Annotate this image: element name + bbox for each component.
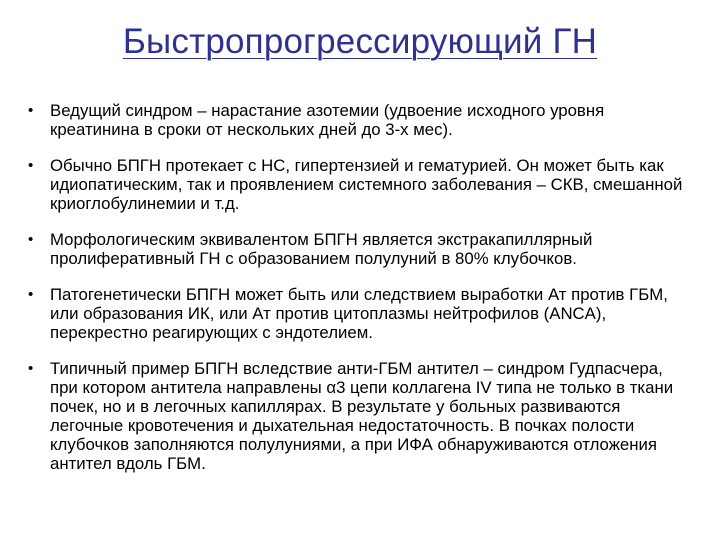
bullet-list	[28, 101, 688, 490]
bullet-marker: •	[28, 286, 34, 303]
bullet-item-1	[28, 101, 688, 139]
bullet-marker: •	[28, 231, 34, 248]
bullet-text: Патогенетически БПГН может быть или следствием выработки Ат против ГБМ, или образования ИК, или Ат против цитоплазмы нейтрофилов (ANCA), перекрестно реагирующих с эндотелием.	[50, 285, 668, 342]
bullet-text: Обычно БПГН протекает с НС, гипертензией и гематурией. Он может быть как идиопатическим, так и проявлением системного заболевания – СКВ, смешанной криоглобулинемии и т.д.	[50, 156, 683, 213]
bullet-text: Ведущий синдром – нарастание азотемии (удвоение исходного уровня креатинина в сроки от нескольких дней до 3-х мес).	[50, 101, 605, 139]
bullet-text: Морфологическим эквивалентом БПГН является экстракапиллярный пролиферативный ГН с образованием полулуний в 80% клубочков.	[50, 230, 593, 268]
bullet-text: Типичный пример БПГН вследствие анти-ГБМ антител – синдром Гудпасчера, при котором антитела направлены α3 цепи коллагена IV типа не только в ткани почек, но и в легочных капиллярах. В результате у больных развиваются легочные кровотечения и дыхательная недостаточность. В почках полости клубочков заполняются полулуниями, а при ИФА обнаруживаются отложения антител вдоль ГБМ.	[50, 359, 674, 473]
bullet-marker: •	[28, 157, 34, 174]
bullet-item-3	[28, 230, 688, 268]
bullet-marker: •	[28, 360, 34, 377]
bullet-item-2	[28, 156, 688, 213]
slide-title: Быстропрогрессирующий ГН	[122, 22, 598, 61]
bullet-marker: •	[28, 102, 34, 119]
bullet-item-4	[28, 285, 688, 342]
bullet-item-5	[28, 359, 688, 473]
